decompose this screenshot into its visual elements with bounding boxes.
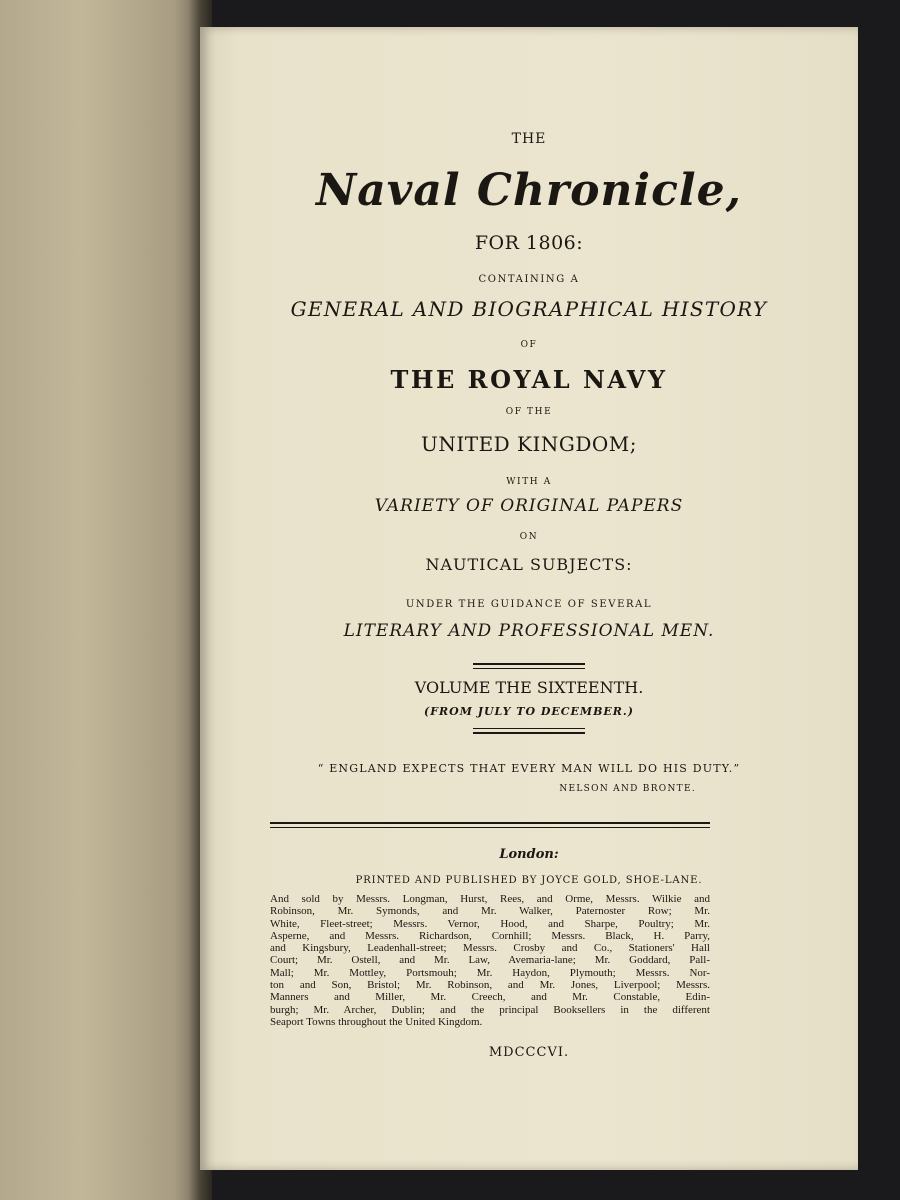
imprint-rule-2 xyxy=(270,827,710,828)
year-line: FOR 1806: xyxy=(474,232,584,254)
the-heading: THE xyxy=(511,131,547,147)
ornament-rule-top-2 xyxy=(473,668,585,669)
nelson-quote: “ ENGLAND EXPECTS THAT EVERY MAN WILL DO HIS DUTY.” xyxy=(317,762,741,775)
royal-navy-heading: THE ROYAL NAVY xyxy=(390,365,668,394)
sold-by-line: Manners and Miller, Mr. Creech, and Mr. Constable, Edin- xyxy=(270,991,710,1004)
booksellers-paragraph xyxy=(270,893,710,1028)
on-line: ON xyxy=(519,532,539,542)
ornament-rule-bottom-2 xyxy=(473,732,585,734)
ornament-rule-top-1 xyxy=(473,663,585,665)
sold-by-line: and Kingsbury, Leadenhall-street; Messrs. Crosby and Co., Stationers' Hall xyxy=(270,942,710,955)
sold-by-line: Mall; Mr. Mottley, Portsmouh; Mr. Haydon, Plymouth; Messrs. Nor- xyxy=(270,966,710,979)
sold-by-line: burgh; Mr. Archer, Dublin; and the principal Booksellers in the different xyxy=(270,1003,710,1016)
sold-by-line: White, Fleet-street; Messrs. Vernor, Hood, and Sharpe, Poultry; Mr. xyxy=(270,917,710,930)
of-line: OF xyxy=(520,340,538,350)
left-page-blank xyxy=(0,0,205,1200)
sold-by-line: Robinson, Mr. Symonds, and Mr. Walker, Paternoster Row; Mr. xyxy=(270,905,710,918)
literary-men-line: LITERARY AND PROFESSIONAL MEN. xyxy=(343,621,715,641)
guidance-line: UNDER THE GUIDANCE OF SEVERAL xyxy=(405,599,653,610)
containing-line: CONTAINING A xyxy=(478,274,580,285)
printer-line: PRINTED AND PUBLISHED BY JOYCE GOLD, SHOE-LANE. xyxy=(355,875,703,886)
of-the-line: OF THE xyxy=(505,407,553,417)
volume-line: VOLUME THE SIXTEENTH. xyxy=(414,678,644,697)
imprint-city: London: xyxy=(499,847,559,862)
sold-by-line: And sold by Messrs. Longman, Hurst, Rees, and Orme, Messrs. Wilkie and xyxy=(270,893,710,905)
sold-by-line: Asperne, and Messrs. Richardson, Cornhill; Messrs. Black, H. Parry, xyxy=(270,929,710,942)
variety-line: VARIETY OF ORIGINAL PAPERS xyxy=(374,496,684,516)
quote-attribution: NELSON AND BRONTE. xyxy=(559,784,696,794)
publication-date: MDCCCVI. xyxy=(488,1045,570,1060)
main-title: Naval Chronicle, xyxy=(316,165,742,216)
sold-by-line: ton and Son, Bristol; Mr. Robinson, and Mr. Jones, Liverpool; Messrs. xyxy=(270,979,710,992)
period-line: (FROM JULY TO DECEMBER.) xyxy=(424,705,634,718)
imprint-rule-1 xyxy=(270,822,710,824)
with-a-line: WITH A xyxy=(506,477,552,487)
sold-by-line: Seaport Towns throughout the United Kingdom. xyxy=(270,1015,483,1028)
sold-by-line: Court; Mr. Ostell, and Mr. Law, Avemaria-lane; Mr. Goddard, Pall- xyxy=(270,954,710,967)
united-kingdom-line: UNITED KINGDOM; xyxy=(420,432,638,456)
title-page xyxy=(200,27,858,1170)
nautical-subjects-line: NAUTICAL SUBJECTS: xyxy=(425,555,633,574)
ornament-rule-bottom-1 xyxy=(473,728,585,729)
subtitle-history: GENERAL AND BIOGRAPHICAL HISTORY xyxy=(290,297,768,321)
